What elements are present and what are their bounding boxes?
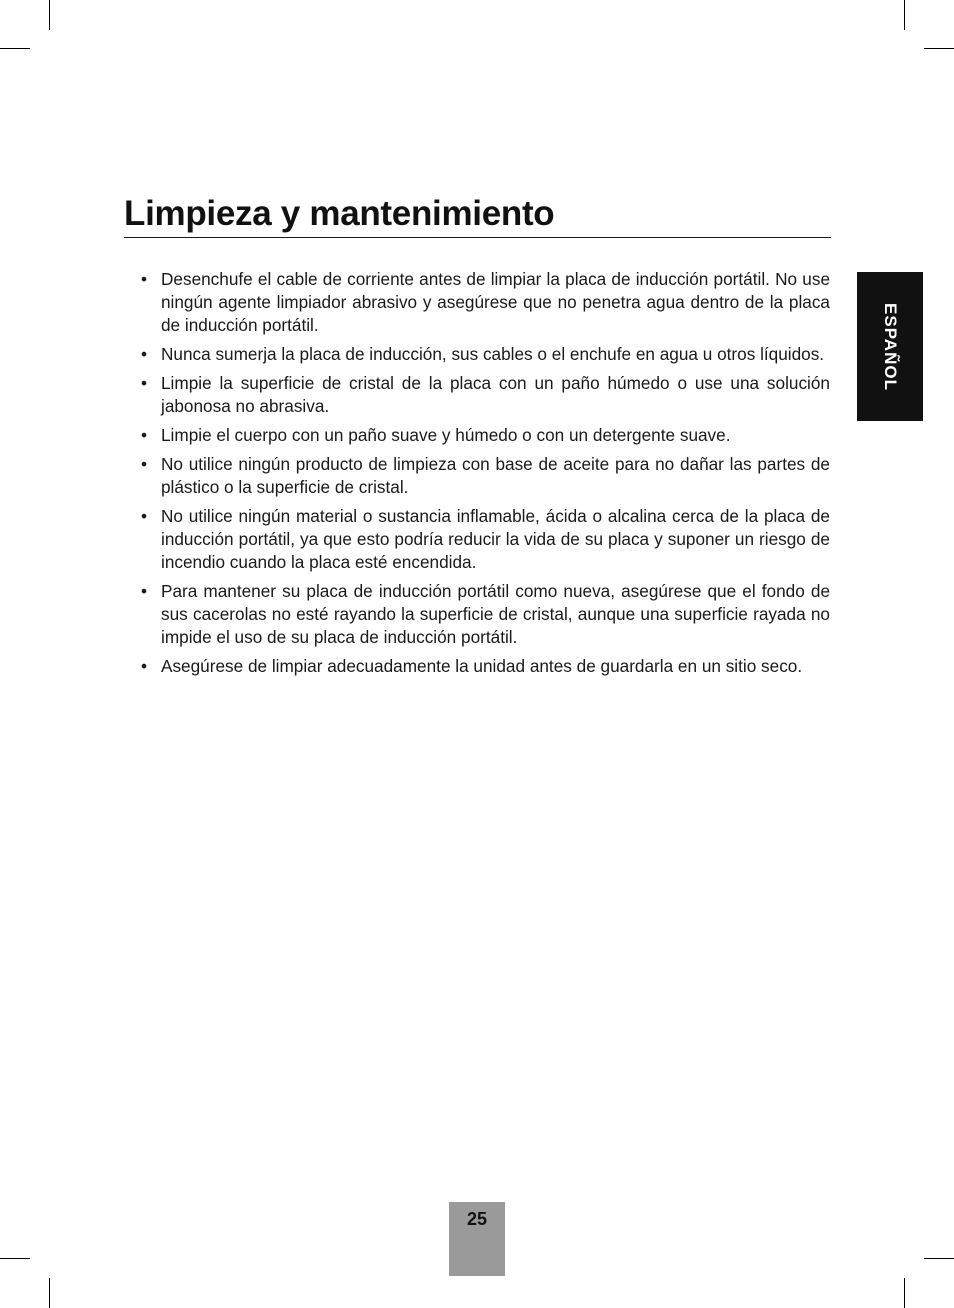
language-tab: [857, 272, 923, 421]
crop-mark: [49, 0, 50, 30]
list-item: [140, 505, 830, 574]
crop-mark: [904, 0, 905, 30]
list-item-text: No utilice ningún producto de limpieza con base de aceite para no dañar las partes de plástico o la superficie de cristal.: [161, 454, 830, 497]
crop-mark: [924, 48, 954, 49]
language-tab-label: ESPAÑOL: [881, 302, 900, 391]
list-item: [140, 268, 830, 337]
list-item-text: Limpie la superficie de cristal de la placa con un paño húmedo o use una solución jabonosa no abrasiva.: [161, 373, 830, 416]
list-item: [140, 655, 830, 678]
list-item: [140, 453, 830, 499]
list-item: [140, 580, 830, 649]
list-item: [140, 424, 830, 447]
page-title: Limpieza y mantenimiento: [124, 194, 555, 233]
page-number-box: [449, 1202, 505, 1276]
list-item-text: Para mantener su placa de inducción portátil como nueva, asegúrese que el fondo de sus cacerolas no esté rayando la superficie de cristal, aunque una superficie rayada no impide el uso de su placa de inducción portátil.: [161, 581, 830, 647]
crop-mark: [0, 48, 30, 49]
bullet-icon: •: [141, 581, 148, 601]
bullet-icon: •: [141, 425, 148, 445]
crop-mark: [904, 1278, 905, 1308]
bullet-icon: •: [141, 454, 148, 474]
list-item-text: Asegúrese de limpiar adecuadamente la unidad antes de guardarla en un sitio seco.: [161, 656, 803, 676]
bullet-icon: •: [141, 373, 148, 393]
bullet-icon: •: [141, 506, 148, 526]
crop-mark: [924, 1258, 954, 1259]
maintenance-list: [140, 268, 830, 684]
bullet-icon: •: [141, 269, 148, 289]
crop-mark: [49, 1278, 50, 1308]
list-item: [140, 343, 830, 366]
bullet-icon: •: [141, 656, 148, 676]
crop-mark: [0, 1258, 30, 1259]
list-item-text: Desenchufe el cable de corriente antes de limpiar la placa de inducción portátil. No use ningún agente limpiador abrasivo y asegúrese que no penetra agua dentro de la placa de inducción portátil.: [161, 269, 830, 335]
list-item-text: No utilice ningún material o sustancia inflamable, ácida o alcalina cerca de la placa de inducción portátil, ya que esto podría reducir la vida de su placa y suponer un riesgo de incendio cuando la placa esté encendida.: [161, 506, 830, 572]
bullet-icon: •: [141, 344, 148, 364]
list-item: [140, 372, 830, 418]
page-number: 25: [466, 1209, 488, 1229]
list-item-text: Nunca sumerja la placa de inducción, sus cables o el enchufe en agua u otros líquidos.: [161, 344, 825, 364]
title-divider: [124, 237, 831, 238]
list-item-text: Limpie el cuerpo con un paño suave y húmedo o con un detergente suave.: [161, 425, 731, 445]
